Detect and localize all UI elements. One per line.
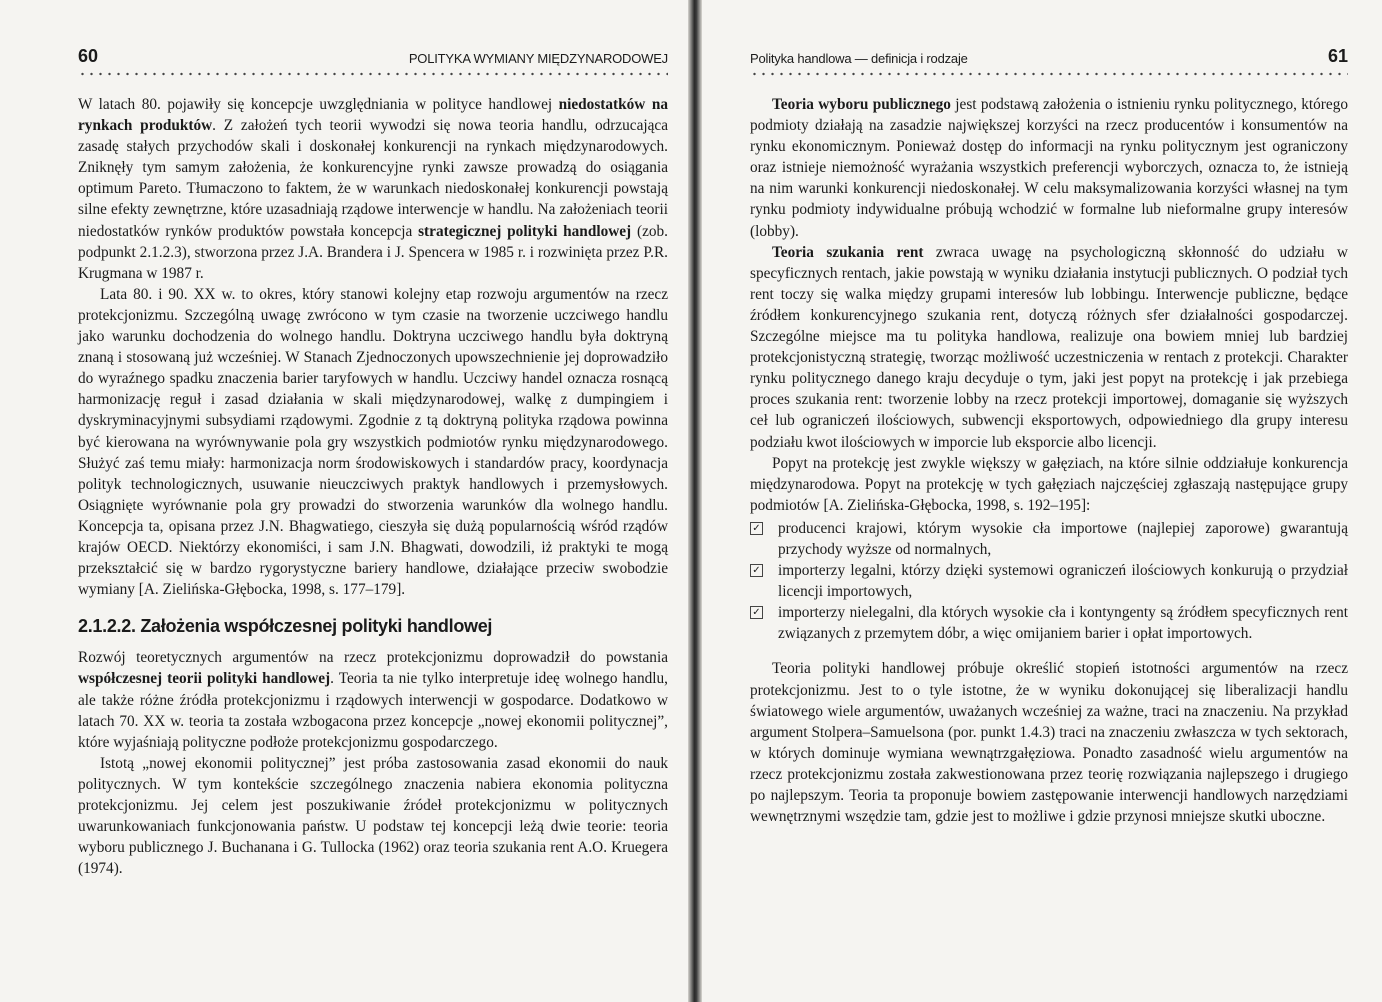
paragraph: Popyt na protekcję jest zwykle większy w gałęziach, na które silnie oddziałuje konkurencja międzynarodowa. Popyt na protekcję w tych gałęziach najczęściej zgłaszają następujące grupy podmiotów [A. Zielińska-Głębocka, 1998, s. 192–195]: <box>750 454 1348 514</box>
paragraph: Istotą „nowej ekonomii politycznej” jest próba zastosowania zasad ekonomii do nauk politycznych. W tym kontekście szczególnego znaczenia nabiera ekonomia polityczna protekcjonizmu. Jej celem jest poszukiwanie źródeł protekcjonizmu w politycznych uwarunkowaniach funkcjonowania państw. U podstaw tej koncepcji leżą dwie teorie: teoria wyboru publicznego J. Buchanana i G. Tullocka (1962) oraz teoria szukania rent A.O. Kruegera (1974). <box>78 754 668 878</box>
left-page-body <box>78 94 668 879</box>
dotted-rule <box>750 72 1348 76</box>
list-item: ✓ producenci krajowi, którym wysokie cła importowe (najlepiej zaporowe) gwarantują przychody wyższe od normalnych, <box>750 518 1348 560</box>
page-number: 61 <box>1327 46 1348 66</box>
list-item: ✓ importerzy legalni, którzy dzięki systemowi ograniczeń ilościowych konkurują o przydział licencji importowych, <box>750 560 1348 602</box>
bold-term: współczesnej teorii polityki handlowej <box>78 670 331 688</box>
bold-term: Teoria wyboru publicznego <box>772 96 951 113</box>
bold-term: niedostatków na rynkach produktów <box>78 96 668 135</box>
checkbox-tick-icon: ✓ <box>750 606 763 619</box>
right-page-header <box>750 46 1348 72</box>
section-heading: 2.1.2.2. Założenia współczesnej polityki handlowej <box>78 616 493 637</box>
bullet-list <box>750 518 1348 645</box>
paragraph: Teoria wyboru publicznego jest podstawą założenia o istnieniu rynku politycznego, którego podmioty działają na zasadzie największej korzyści na rzecz producentów i konsumentów na rynku ekonomicznym. Ponieważ dostęp do informacji na rynku politycznym jest ograniczony oraz istnieje niemożność wyrażania wszystkich preferencji wyborczych, oznacza to, że istnieją na nim warunki konkurencji niedoskonałej. W celu maksymalizowania korzyści własnej na tym rynku podmioty indywidualne próbują wchodzić w formalne lub nieformalne grupy interesów (lobby). <box>750 96 1348 240</box>
right-page <box>702 0 1382 1002</box>
book-gutter <box>688 0 702 1002</box>
paragraph: Teoria polityki handlowej próbuje określić stopień istotności argumentów na rzecz protekcjonizmu. Jest to o tyle istotne, że w wyniku dokonującej się liberalizacji handlu światowego wiele argumentów, uważanych wcześniej za ważne, traci na znaczeniu. Na przykład argument Stolpera–Samuelsona (por. punkt 1.4.3) traci na znaczeniu zwłaszcza w tych sektorach, w których dominuje wymiana wewnątrzgałęziowa. Ponadto zasadność wielu argumentów na rzecz protekcjonizmu została zakwestionowana przez teorię rozwiązania najlepszego i drugiego po najlepszym. Teoria ta proponuje bowiem zastępowanie interwencji handlowych narzędziami wewnętrznymi wszędzie tam, gdzie jest to możliwe i gdzie przynosi mniejsze skutki uboczne. <box>750 660 1348 826</box>
checkbox-tick-icon: ✓ <box>750 522 763 535</box>
bold-term: Teoria szukania rent <box>772 243 924 261</box>
left-page-header <box>78 46 668 72</box>
running-title: Polityka handlowa — definicja i rodzaje <box>750 51 968 66</box>
paragraph: W latach 80. pojawiły się koncepcje uwzględniania w polityce handlowej niedostatków na rynkach produktów. Z założeń tych teorii wywodzi się nowa teoria handlu, odrzucająca zasadę stałych przychodów skali i doskonałej konkurencji na rynkach międzynarodowych. Zniknęły tym samym założenia, że konkurencyjne rynki zawsze prowadzą do osiągania optimum Pareto. Tłumaczono to faktem, że w warunkach niedoskonałej konkurencji powstają silne efekty zewnętrzne, które uzasadniają rządowe interwencje w handlu. Na założeniach teorii niedostatków rynków produktów powstała koncepcja strategicznej polityki handlowej (zob. podpunkt 2.1.2.3), stworzona przez J.A. Brandera i J. Spencera w 1985 r. i rozwinięta przez P.R. Krugmana w 1987 r. <box>78 96 669 282</box>
paragraph: Lata 80. i 90. XX w. to okres, który stanowi kolejny etap rozwoju argumentów na rzecz protekcjonizmu. Szczególną uwagę zwrócono w tym czasie na tworzenie uczciwego handlu jako warunku dochodzenia do wolnego handlu. Doktryna uczciwego handlu była doktryną znaną i stosowaną już wcześniej. W Stanach Zjednoczonych upowszechnienie jej doprowadziło do wyraźnego spadku znaczenia barier taryfowych w handlu. Uczciwy handel oznacza rosnącą harmonizację reguł i zasad działania w skali międzynarodowej, walkę z dumpingiem i dyskryminacyjnymi subsydiami rządowymi. Zgodnie z tą doktryną polityka rządowa powinna być kierowana na wyrównywanie pola gry wszystkich podmiotów rynku międzynarodowego. Służyć zaś temu miały: harmonizacja norm środowiskowych i standardów pracy, koordynacja polityk technologicznych, usuwanie nieuczciwych praktyk handlowych i przemysłowych. Osiągnięte wyrównanie pola gry prowadzi do stworzenia warunków dla wolnego handlu. Koncepcja ta, opisana przez J.N. Bhagwatiego, cieszyła się dużą popularnością wśród rządów krajów OECD. Niektórzy ekonomiści, i sam J.N. Bhagwati, dowodzili, iż praktyki te mogą przekształcić się w bardzo rygorystyczne bariery handlowe, działające przeciw swobodzie wymiany [A. Zielińska-Głębocka, 1998, s. 177–179]. <box>78 285 668 599</box>
bold-term: strategicznej polityki handlowej <box>418 222 632 240</box>
paragraph: Rozwój teoretycznych argumentów na rzecz protekcjonizmu doprowadził do powstania współczesnej teorii polityki handlowej. Teoria ta nie tylko interpretuje ideę wolnego handlu, ale także różne źródła protekcjonizmu i rządowych interwencji w gospodarce. Dodatkowo w latach 70. XX w. teoria ta została wzbogacona przez koncepcje „nowej ekonomii politycznej”, które wyjaśniają polityczne podłoże protekcjonizmu gospodarczego. <box>78 649 668 751</box>
page-number: 60 <box>78 46 99 66</box>
paragraph: Teoria szukania rent zwraca uwagę na psychologiczną skłonność do udziału w specyficznych rentach, jakie powstają w wyniku działania instytucji publicznych. O podział tych rent toczy się walka między grupami interesów lub lobbingu. Interwencje publiczne, będące źródłem konkurencyjnego szukania rent, dotyczą różnych sfer działalności gospodarczej. Szczególne miejsce ma tu polityka handlowa, realizuje ona bowiem mniej lub bardziej protekcjonistyczną strategię, tworząc możliwość uczestniczenia w rentach z protekcji. Charakter rynku politycznego danego kraju decyduje o tym, jaki jest popyt na protekcję i jak przebiega proces szukania rent: tworzenie lobby na rzecz protekcji importowej, domaganie się wyższych ceł lub ograniczeń ilościowych, subwencji eksportowych, odpowiedniego dla grupy interesu podziału kwot ilościowych w imporcie lub eksporcie albo licencji. <box>750 243 1348 451</box>
right-page-body <box>750 94 1348 827</box>
running-title: POLITYKA WYMIANY MIĘDZYNARODOWEJ <box>408 51 668 66</box>
dotted-rule <box>78 72 668 76</box>
list-item: ✓ importerzy nielegalni, dla których wysokie cła i kontyngenty są źródłem specyficznych rent związanych z przemytem dóbr, a więc omijaniem barier i opłat importowych. <box>750 602 1348 644</box>
checkbox-tick-icon: ✓ <box>750 564 763 577</box>
left-page <box>0 0 688 1002</box>
